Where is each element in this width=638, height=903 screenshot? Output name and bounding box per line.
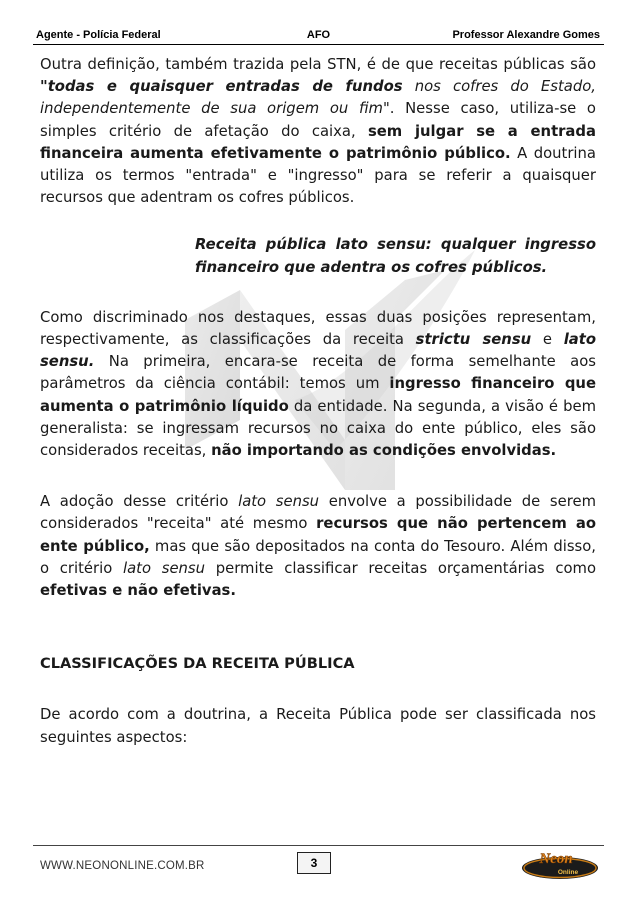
logo-subtext: Online (557, 869, 579, 876)
header-course: Agente - Polícia Federal (36, 29, 161, 41)
neon-online-logo-icon (516, 848, 602, 882)
header-subject: AFO (306, 29, 331, 41)
document-body (40, 54, 596, 749)
section-title: CLASSIFICAÇÕES DA RECEITA PÚBLICA (40, 655, 355, 673)
paragraph-definition: Outra definição, também trazida pela STN, é de que receitas públicas são "todas e quaisquer entradas de fundos nos cofres do Estado, independentemente de sua origem ou fim". Nesse caso, utiliza-se o simples critério de afetação do caixa, sem julgar se a entrada financeira aumenta efetivamente o patrimônio público. A doutrina utiliza os termos "entrada" e "ingresso" para se referir a quaisquer recursos que adentram os cofres públicos. (40, 56, 596, 207)
highlight-quote: Receita pública lato sensu: qualquer ingresso financeiro que adentra os cofres públicos. (195, 236, 596, 276)
header-teacher: Professor Alexandre Gomes (452, 29, 600, 41)
page-header (33, 27, 604, 45)
paragraph-classification: De acordo com a doutrina, a Receita Pública pode ser classificada nos seguintes aspectos: (40, 706, 596, 746)
logo-wordmark: Neon (539, 851, 573, 867)
footer-divider (33, 845, 604, 846)
footer-url[interactable]: WWW.NEONONLINE.COM.BR (40, 860, 205, 872)
paragraph-discriminated: Como discriminado nos destaques, essas duas posições representam, respectivamente, as classificações da receita strictu sensu e lato sensu. Na primeira, encara-se receita de forma semelhante aos parâmetros da ciência contábil: temos um ingresso financeiro que aumenta o patrimônio líquido da entidade. Na segunda, a visão é bem generalista: se ingressam recursos no caixa do ente público, eles são considerados receitas, não importando as condições envolvidas. (40, 308, 597, 460)
paragraph-lato-sensu: A adoção desse critério lato sensu envolve a possibilidade de serem considerados "receita" até mesmo recursos que não pertencem ao ente público, mas que são depositados na conta do Tesouro. Além disso, o critério lato sensu permite classificar receitas orçamentárias como efetivas e não efetivas. (40, 493, 596, 600)
page-number: 3 (297, 852, 331, 874)
